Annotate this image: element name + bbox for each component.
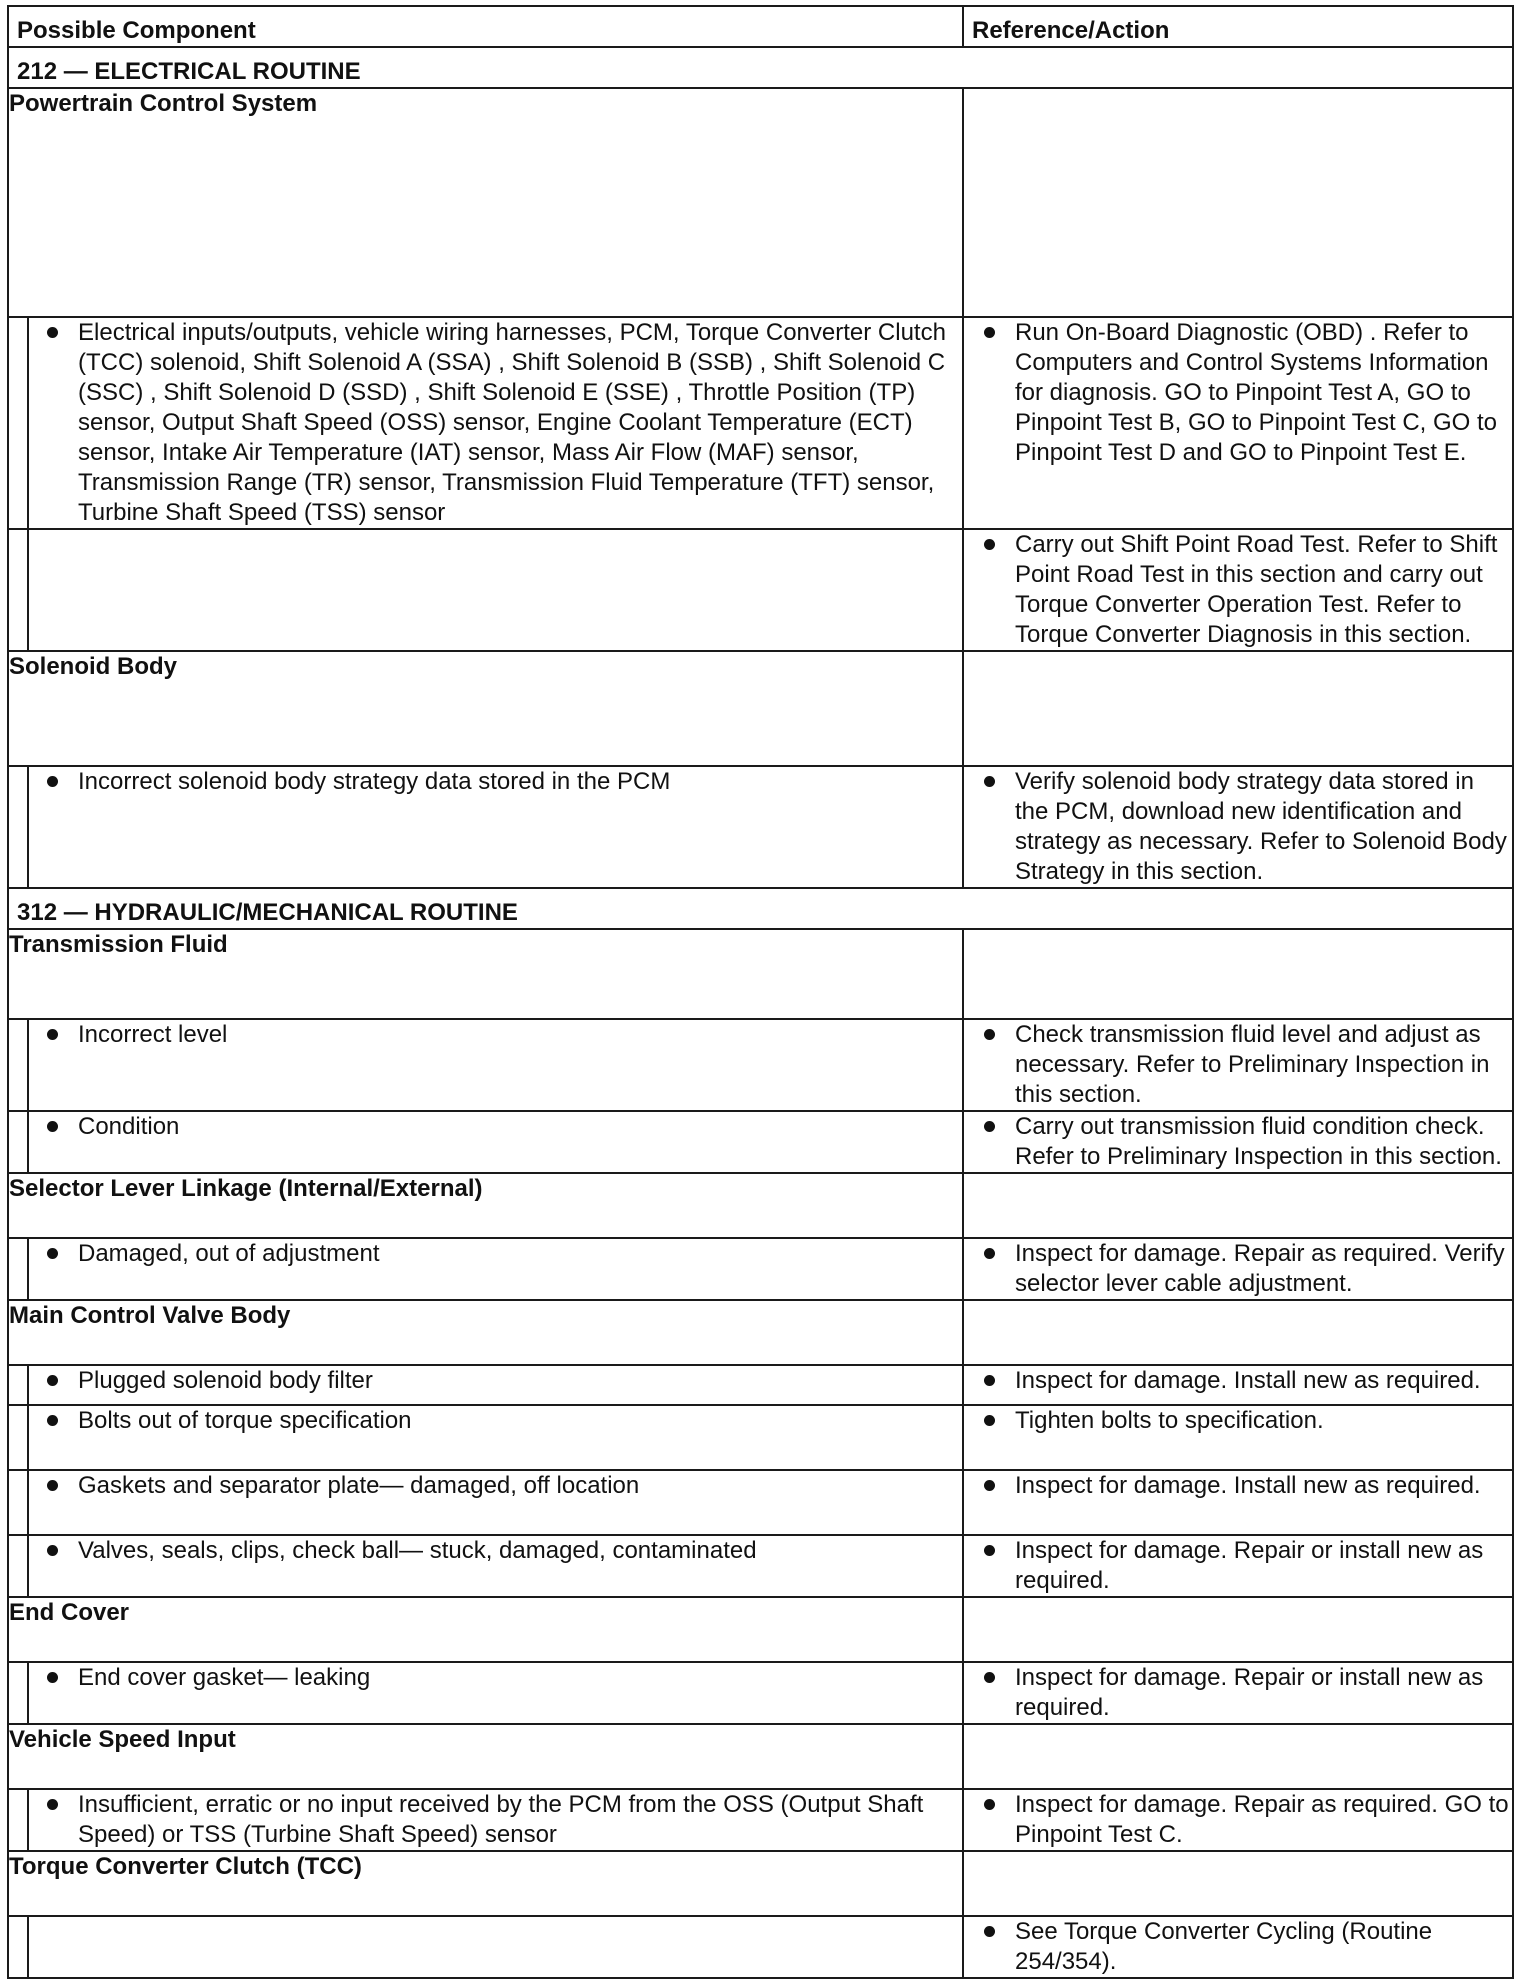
group-action-cell bbox=[963, 88, 1513, 317]
cause-text: Damaged, out of adjustment bbox=[78, 1240, 380, 1267]
cause-text: Gaskets and separator plate— damaged, off location bbox=[78, 1472, 640, 1499]
cause-cell bbox=[28, 529, 963, 651]
indent-cell bbox=[8, 1789, 28, 1851]
action-text: See Torque Converter Cycling (Routine 254/354). bbox=[1015, 1918, 1433, 1975]
section-title: 212 — ELECTRICAL ROUTINE bbox=[8, 47, 1513, 88]
cause-text: Valves, seals, clips, check ball— stuck, damaged, contaminated bbox=[78, 1537, 757, 1564]
group-action-cell bbox=[963, 929, 1513, 1019]
bullet-icon bbox=[47, 1799, 58, 1810]
action-cell bbox=[963, 1662, 1513, 1724]
action-cell bbox=[963, 1111, 1513, 1173]
action-text: Inspect for damage. Repair as required. Verify selector lever cable adjustment. bbox=[1015, 1240, 1505, 1297]
bullet-icon bbox=[984, 1926, 995, 1937]
action-text: Inspect for damage. Install new as required. bbox=[1015, 1472, 1481, 1499]
action-cell bbox=[963, 1405, 1513, 1470]
action-cell bbox=[963, 529, 1513, 651]
indent-cell bbox=[8, 1365, 28, 1405]
table-row bbox=[8, 1916, 1513, 1978]
table-row bbox=[8, 1365, 1513, 1405]
bullet-icon bbox=[47, 1480, 58, 1491]
cause-cell bbox=[28, 1662, 963, 1724]
action-bullet bbox=[964, 1471, 1512, 1501]
table-header-row bbox=[8, 6, 1513, 47]
bullet-icon bbox=[47, 1375, 58, 1386]
indent-cell bbox=[8, 1238, 28, 1300]
group-row bbox=[8, 651, 1513, 766]
cause-bullet bbox=[29, 1790, 962, 1850]
action-text: Tighten bolts to specification. bbox=[1015, 1407, 1324, 1434]
table-row bbox=[8, 1470, 1513, 1535]
group-row bbox=[8, 1724, 1513, 1789]
cause-bullet bbox=[29, 1239, 962, 1269]
indent-cell bbox=[8, 766, 28, 888]
action-bullet bbox=[964, 1917, 1512, 1977]
group-title: Vehicle Speed Input bbox=[8, 1724, 963, 1789]
indent-cell bbox=[8, 1019, 28, 1111]
action-text: Inspect for damage. Install new as required. bbox=[1015, 1367, 1481, 1394]
bullet-icon bbox=[984, 1029, 995, 1040]
action-bullet bbox=[964, 530, 1512, 650]
action-bullet bbox=[964, 1112, 1512, 1172]
group-title: End Cover bbox=[8, 1597, 963, 1662]
table-row bbox=[8, 1238, 1513, 1300]
bullet-icon bbox=[47, 1415, 58, 1426]
action-bullet bbox=[964, 1239, 1512, 1299]
group-title: Solenoid Body bbox=[8, 651, 963, 766]
action-cell bbox=[963, 1365, 1513, 1405]
cause-bullet bbox=[29, 1536, 962, 1566]
action-text: Run On-Board Diagnostic (OBD) . Refer to Computers and Control Systems Information for diagnosis. GO to Pinpoint Test A, GO to Pinpoint Test B, GO to Pinpoint Test C, GO to Pinpoint Test D and GO to Pinpoint Test E. bbox=[1015, 319, 1498, 466]
bullet-icon bbox=[984, 1672, 995, 1683]
group-row bbox=[8, 1173, 1513, 1238]
indent-cell bbox=[8, 1662, 28, 1724]
indent-cell bbox=[8, 1111, 28, 1173]
cause-cell bbox=[28, 1238, 963, 1300]
action-text: Inspect for damage. Repair or install new as required. bbox=[1015, 1664, 1484, 1721]
bullet-icon bbox=[47, 1672, 58, 1683]
table-row bbox=[8, 1662, 1513, 1724]
action-bullet bbox=[964, 767, 1512, 887]
table-row bbox=[8, 529, 1513, 651]
action-text: Verify solenoid body strategy data stored in the PCM, download new identification and strategy as necessary. Refer to Solenoid Body Strategy in this section. bbox=[1015, 768, 1507, 885]
indent-cell bbox=[8, 1535, 28, 1597]
cause-cell bbox=[28, 1470, 963, 1535]
group-action-cell bbox=[963, 1300, 1513, 1365]
action-bullet bbox=[964, 1536, 1512, 1596]
cause-text: Electrical inputs/outputs, vehicle wiring harnesses, PCM, Torque Converter Clutch (TCC) solenoid, Shift Solenoid A (SSA) , Shift Solenoid B (SSB) , Shift Solenoid C (SSC) , Shift Solenoid D (SSD) , Shift Solenoid E (SSE) , Throttle Position (TP) sensor, Output Shaft Speed (OSS) sensor, Engine Coolant Temperature (ECT) sensor, Intake Air Temperature (IAT) sensor, Mass Air Flow (MAF) sensor, Transmission Range (TR) sensor, Transmission Fluid Temperature (TFT) sensor, Turbine Shaft Speed (TSS) sensor bbox=[78, 319, 946, 526]
group-action-cell bbox=[963, 1724, 1513, 1789]
indent-cell bbox=[8, 1916, 28, 1978]
bullet-icon bbox=[984, 1375, 995, 1386]
action-bullet bbox=[964, 1406, 1512, 1436]
cause-cell bbox=[28, 1789, 963, 1851]
table-row bbox=[8, 1405, 1513, 1470]
table-row bbox=[8, 1019, 1513, 1111]
action-cell bbox=[963, 1916, 1513, 1978]
indent-cell bbox=[8, 1405, 28, 1470]
group-row bbox=[8, 929, 1513, 1019]
group-row bbox=[8, 88, 1513, 317]
cause-text: Condition bbox=[78, 1113, 180, 1140]
cause-cell bbox=[28, 1111, 963, 1173]
cause-text: End cover gasket— leaking bbox=[78, 1664, 371, 1691]
action-cell bbox=[963, 1470, 1513, 1535]
bullet-icon bbox=[984, 1121, 995, 1132]
cause-cell bbox=[28, 1405, 963, 1470]
indent-cell bbox=[8, 1470, 28, 1535]
action-bullet bbox=[964, 1366, 1512, 1396]
table-row bbox=[8, 317, 1513, 529]
group-title: Selector Lever Linkage (Internal/External) bbox=[8, 1173, 963, 1238]
action-bullet bbox=[964, 318, 1512, 468]
action-text: Inspect for damage. Repair or install new as required. bbox=[1015, 1537, 1484, 1594]
table-row bbox=[8, 766, 1513, 888]
action-text: Inspect for damage. Repair as required. GO to Pinpoint Test C. bbox=[1015, 1791, 1509, 1848]
cause-text: Bolts out of torque specification bbox=[78, 1407, 412, 1434]
action-bullet bbox=[964, 1020, 1512, 1110]
cause-cell bbox=[28, 1916, 963, 1978]
group-title: Powertrain Control System bbox=[8, 88, 963, 317]
header-action: Reference/Action bbox=[963, 6, 1513, 47]
cause-bullet bbox=[29, 1471, 962, 1501]
bullet-icon bbox=[47, 1029, 58, 1040]
cause-cell bbox=[28, 1019, 963, 1111]
action-text: Carry out Shift Point Road Test. Refer to Shift Point Road Test in this section and carry out Torque Converter Operation Test. Refer to Torque Converter Diagnosis in this section. bbox=[1015, 531, 1498, 648]
diagnosis-table bbox=[7, 5, 1514, 1979]
cause-text: Plugged solenoid body filter bbox=[78, 1367, 373, 1394]
cause-bullet bbox=[29, 1663, 962, 1693]
cause-bullet bbox=[29, 1020, 962, 1050]
bullet-icon bbox=[47, 1248, 58, 1259]
bullet-icon bbox=[984, 1248, 995, 1259]
cause-bullet bbox=[29, 767, 962, 797]
group-title: Transmission Fluid bbox=[8, 929, 963, 1019]
bullet-icon bbox=[984, 1480, 995, 1491]
action-cell bbox=[963, 1535, 1513, 1597]
bullet-icon bbox=[984, 776, 995, 787]
cause-cell bbox=[28, 317, 963, 529]
group-action-cell bbox=[963, 651, 1513, 766]
cause-bullet bbox=[29, 318, 962, 528]
group-action-cell bbox=[963, 1597, 1513, 1662]
group-row bbox=[8, 1597, 1513, 1662]
cause-cell bbox=[28, 766, 963, 888]
bullet-icon bbox=[47, 1545, 58, 1556]
table-row bbox=[8, 1535, 1513, 1597]
section-row bbox=[8, 47, 1513, 88]
cause-bullet bbox=[29, 1406, 962, 1436]
group-title: Main Control Valve Body bbox=[8, 1300, 963, 1365]
bullet-icon bbox=[47, 327, 58, 338]
section-row bbox=[8, 888, 1513, 929]
action-cell bbox=[963, 1238, 1513, 1300]
action-cell bbox=[963, 317, 1513, 529]
cause-text: Insufficient, erratic or no input received by the PCM from the OSS (Output Shaft Speed) or TSS (Turbine Shaft Speed) sensor bbox=[78, 1791, 924, 1848]
group-row bbox=[8, 1300, 1513, 1365]
cause-bullet bbox=[29, 1366, 962, 1396]
action-text: Carry out transmission fluid condition check. Refer to Preliminary Inspection in this section. bbox=[1015, 1113, 1502, 1170]
action-bullet bbox=[964, 1663, 1512, 1723]
action-text: Check transmission fluid level and adjust as necessary. Refer to Preliminary Inspection in this section. bbox=[1015, 1021, 1490, 1108]
table-row bbox=[8, 1111, 1513, 1173]
action-cell bbox=[963, 766, 1513, 888]
bullet-icon bbox=[47, 776, 58, 787]
cause-cell bbox=[28, 1535, 963, 1597]
action-cell bbox=[963, 1019, 1513, 1111]
indent-cell bbox=[8, 317, 28, 529]
action-cell bbox=[963, 1789, 1513, 1851]
cause-bullet bbox=[29, 1112, 962, 1142]
cause-cell bbox=[28, 1365, 963, 1405]
bullet-icon bbox=[984, 1415, 995, 1426]
table-row bbox=[8, 1789, 1513, 1851]
cause-text: Incorrect level bbox=[78, 1021, 228, 1048]
action-bullet bbox=[964, 1790, 1512, 1850]
bullet-icon bbox=[984, 1799, 995, 1810]
indent-cell bbox=[8, 529, 28, 651]
bullet-icon bbox=[47, 1121, 58, 1132]
bullet-icon bbox=[984, 539, 995, 550]
bullet-icon bbox=[984, 327, 995, 338]
section-title: 312 — HYDRAULIC/MECHANICAL ROUTINE bbox=[8, 888, 1513, 929]
group-title: Torque Converter Clutch (TCC) bbox=[8, 1851, 963, 1916]
group-action-cell bbox=[963, 1173, 1513, 1238]
bullet-icon bbox=[984, 1545, 995, 1556]
header-component: Possible Component bbox=[8, 6, 963, 47]
cause-text: Incorrect solenoid body strategy data stored in the PCM bbox=[78, 768, 671, 795]
